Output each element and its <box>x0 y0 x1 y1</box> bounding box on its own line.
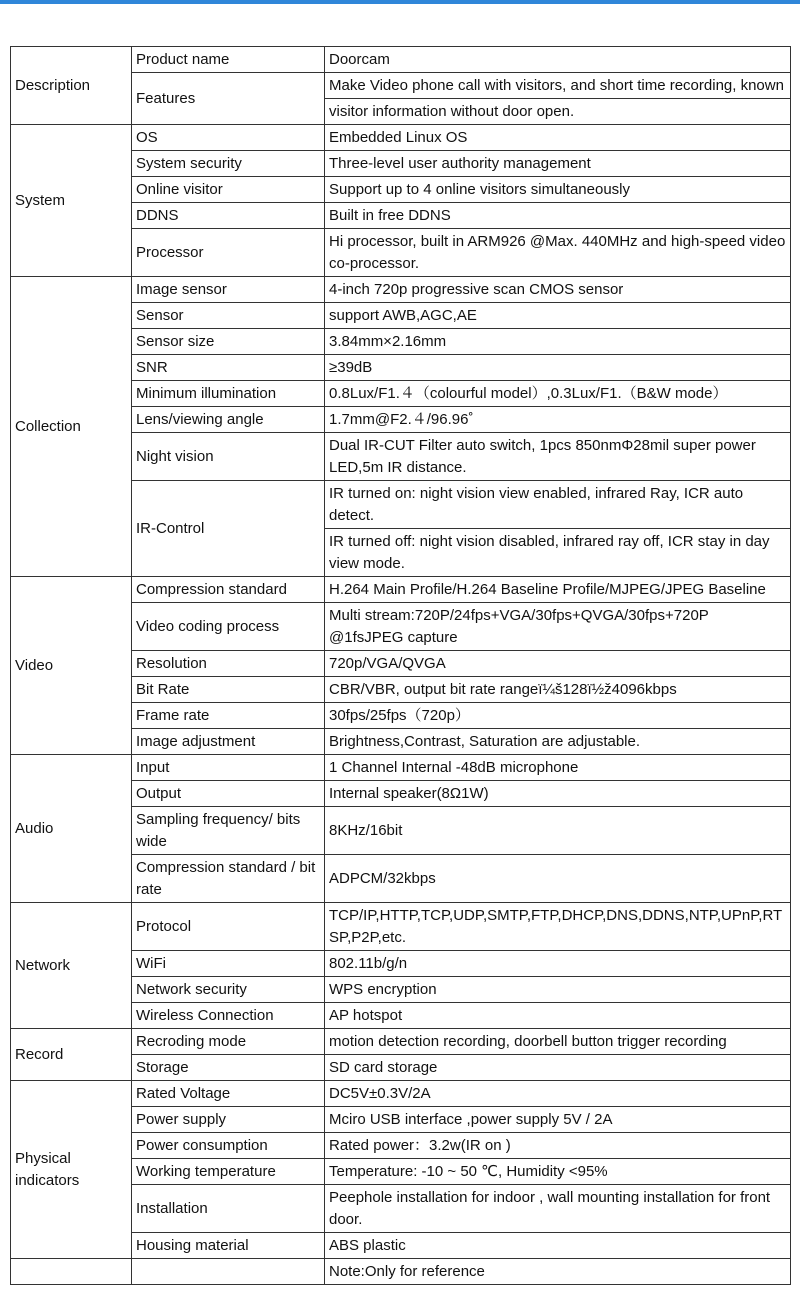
spec-value-network-security: WPS encryption <box>325 977 791 1003</box>
spec-value-online-visitor: Support up to 4 online visitors simultaneously <box>325 177 791 203</box>
spec-value-protocol: TCP/IP,HTTP,TCP,UDP,SMTP,FTP,DHCP,DNS,DDNS,NTP,UPnP,RTSP,P2P,etc. <box>325 903 791 951</box>
spec-label-image-sensor: Image sensor <box>132 277 325 303</box>
spec-label-system-security: System security <box>132 151 325 177</box>
category-cell-description: Description <box>11 47 132 125</box>
spec-value-power-supply: Mciro USB interface ,power supply 5V / 2A <box>325 1107 791 1133</box>
spec-label-storage: Storage <box>132 1055 325 1081</box>
spec-label-minimum-illumination: Minimum illumination <box>132 381 325 407</box>
spec-value-recroding-mode: motion detection recording, doorbell button trigger recording <box>325 1029 791 1055</box>
table-row <box>11 277 791 303</box>
spec-value-processor: Hi processor, built in ARM926 @Max. 440MHz and high-speed video co-processor. <box>325 229 791 277</box>
spec-value-features: Make Video phone call with visitors, and short time recording, known <box>325 73 791 99</box>
category-cell-record: Record <box>11 1029 132 1081</box>
spec-label-video-coding-process: Video coding process <box>132 603 325 651</box>
spec-value-night-vision: Dual IR-CUT Filter auto switch, 1pcs 850nmΦ28mil super power LED,5m IR distance. <box>325 433 791 481</box>
spec-label-online-visitor: Online visitor <box>132 177 325 203</box>
category-cell-physical-indicators: Physical indicators <box>11 1081 132 1259</box>
spec-value-system-security: Three-level user authority management <box>325 151 791 177</box>
spec-value-video-coding-process: Multi stream:720P/24fps+VGA/30fps+QVGA/30fps+720P @1fsJPEG capture <box>325 603 791 651</box>
table-row <box>11 1029 791 1055</box>
spec-label-snr: SNR <box>132 355 325 381</box>
spec-label-power-consumption: Power consumption <box>132 1133 325 1159</box>
spec-label-installation: Installation <box>132 1185 325 1233</box>
spec-label-sampling-frequency-bits-wide: Sampling frequency/ bits wide <box>132 807 325 855</box>
spec-label-night-vision: Night vision <box>132 433 325 481</box>
spec-label-recroding-mode: Recroding mode <box>132 1029 325 1055</box>
spec-value-wifi: 802.11b/g/n <box>325 951 791 977</box>
category-cell-system: System <box>11 125 132 277</box>
spec-label-product-name: Product name <box>132 47 325 73</box>
spec-label-housing-material: Housing material <box>132 1233 325 1259</box>
spec-value-sensor: support AWB,AGC,AE <box>325 303 791 329</box>
spec-value-resolution: 720p/VGA/QVGA <box>325 651 791 677</box>
spec-label-features: Features <box>132 73 325 125</box>
spec-table <box>10 46 791 1285</box>
spec-label-lens-viewing-angle: Lens/viewing angle <box>132 407 325 433</box>
spec-value-image-sensor: 4-inch 720p progressive scan CMOS sensor <box>325 277 791 303</box>
spec-value-lens-viewing-angle: 1.7mm@F2.４/96.96˚ <box>325 407 791 433</box>
spec-label-blank <box>132 1259 325 1285</box>
spec-label-os: OS <box>132 125 325 151</box>
spec-value-compression-standard: H.264 Main Profile/H.264 Baseline Profile/MJPEG/JPEG Baseline <box>325 577 791 603</box>
spec-value-rated-voltage: DC5V±0.3V/2A <box>325 1081 791 1107</box>
table-row <box>11 1259 791 1285</box>
spec-label-sensor-size: Sensor size <box>132 329 325 355</box>
spec-label-image-adjustment: Image adjustment <box>132 729 325 755</box>
spec-value-features: visitor information without door open. <box>325 99 791 125</box>
spec-label-frame-rate: Frame rate <box>132 703 325 729</box>
spec-label-network-security: Network security <box>132 977 325 1003</box>
spec-label-compression-standard-bit-rate: Compression standard / bit rate <box>132 855 325 903</box>
spec-value-product-name: Doorcam <box>325 47 791 73</box>
spec-label-compression-standard: Compression standard <box>132 577 325 603</box>
spec-label-protocol: Protocol <box>132 903 325 951</box>
spec-value-image-adjustment: Brightness,Contrast, Saturation are adjustable. <box>325 729 791 755</box>
spec-label-wireless-connection: Wireless Connection <box>132 1003 325 1029</box>
category-cell-network: Network <box>11 903 132 1029</box>
table-row <box>11 125 791 151</box>
spec-value-power-consumption: Rated power：3.2w(IR on ) <box>325 1133 791 1159</box>
spec-value-ir-control: IR turned off: night vision disabled, infrared ray off, ICR stay in day view mode. <box>325 529 791 577</box>
category-cell-collection: Collection <box>11 277 132 577</box>
table-row <box>11 1081 791 1107</box>
spec-value-working-temperature: Temperature: -10 ~ 50 ℃, Humidity <95% <box>325 1159 791 1185</box>
spec-label-wifi: WiFi <box>132 951 325 977</box>
spec-value-sampling-frequency-bits-wide: 8KHz/16bit <box>325 807 791 855</box>
category-cell-video: Video <box>11 577 132 755</box>
spec-value-installation: Peephole installation for indoor , wall mounting installation for front door. <box>325 1185 791 1233</box>
spec-value-output: Internal speaker(8Ω1W) <box>325 781 791 807</box>
table-row <box>11 47 791 73</box>
spec-label-rated-voltage: Rated Voltage <box>132 1081 325 1107</box>
spec-value-input: 1 Channel Internal -48dB microphone <box>325 755 791 781</box>
spec-label-ddns: DDNS <box>132 203 325 229</box>
spec-label-ir-control: IR-Control <box>132 481 325 577</box>
spec-label-input: Input <box>132 755 325 781</box>
spec-label-processor: Processor <box>132 229 325 277</box>
spec-value-housing-material: ABS plastic <box>325 1233 791 1259</box>
category-cell-audio: Audio <box>11 755 132 903</box>
top-accent-bar <box>0 0 800 4</box>
spec-label-power-supply: Power supply <box>132 1107 325 1133</box>
spec-value-os: Embedded Linux OS <box>325 125 791 151</box>
spec-value-wireless-connection: AP hotspot <box>325 1003 791 1029</box>
spec-value-bit-rate: CBR/VBR, output bit rate rangeï¼š128ï½ž4096kbps <box>325 677 791 703</box>
spec-value-ir-control: IR turned on: night vision view enabled, infrared Ray, ICR auto detect. <box>325 481 791 529</box>
spec-value-storage: SD card storage <box>325 1055 791 1081</box>
table-row <box>11 755 791 781</box>
table-row <box>11 577 791 603</box>
spec-value-blank: Note:Only for reference <box>325 1259 791 1285</box>
spec-label-working-temperature: Working temperature <box>132 1159 325 1185</box>
spec-value-frame-rate: 30fps/25fps（720p） <box>325 703 791 729</box>
spec-value-sensor-size: 3.84mm×2.16mm <box>325 329 791 355</box>
spec-label-resolution: Resolution <box>132 651 325 677</box>
spec-table-body <box>11 47 791 1285</box>
spec-label-output: Output <box>132 781 325 807</box>
category-cell-blank <box>11 1259 132 1285</box>
spec-label-sensor: Sensor <box>132 303 325 329</box>
spec-value-compression-standard-bit-rate: ADPCM/32kbps <box>325 855 791 903</box>
spec-label-bit-rate: Bit Rate <box>132 677 325 703</box>
spec-value-minimum-illumination: 0.8Lux/F1.４（colourful model）,0.3Lux/F1.（B&W mode） <box>325 381 791 407</box>
spec-value-snr: ≥39dB <box>325 355 791 381</box>
spec-value-ddns: Built in free DDNS <box>325 203 791 229</box>
table-row <box>11 903 791 951</box>
